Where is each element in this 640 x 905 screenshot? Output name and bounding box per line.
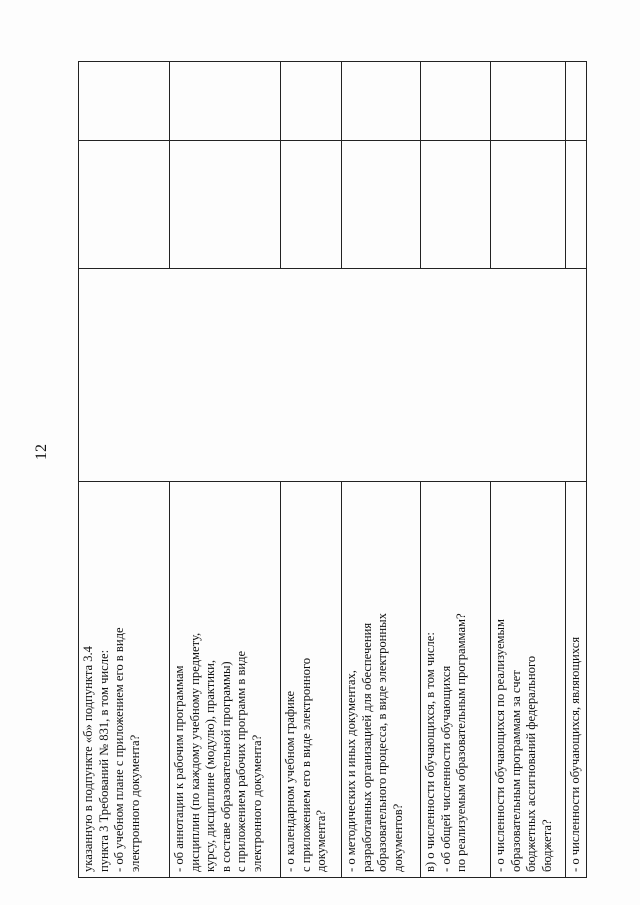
empty-cell <box>79 62 170 141</box>
text-line: образовательным программам за счет <box>508 670 523 872</box>
page-number: 12 <box>33 444 50 460</box>
question-cell <box>170 482 281 878</box>
text-line: с приложением его в виде электронного <box>298 657 313 872</box>
question-cell <box>491 482 566 878</box>
text-line: по реализуемым образовательным программам? <box>454 613 469 872</box>
text-line: документа? <box>314 810 329 872</box>
text-line: электронного документа? <box>127 734 142 872</box>
requirements-table <box>78 61 587 878</box>
empty-cell <box>281 62 342 141</box>
empty-cell <box>491 141 566 269</box>
empty-cell <box>566 62 587 141</box>
empty-cell <box>342 141 421 269</box>
text-line: бюджетных ассигнований федерального <box>524 655 539 872</box>
text-line: - о численности обучающихся, являющихся <box>568 636 582 872</box>
text-line: дисциплин (по каждому учебному предмету, <box>187 632 202 872</box>
text-line: разработанных организацией для обеспечения <box>359 622 374 872</box>
question-cell <box>79 482 170 878</box>
empty-cell <box>421 62 491 141</box>
text-line: в) о численности обучающихся, в том числе: <box>423 632 437 872</box>
text-line: курсу, дисциплине (модулю), практики, <box>203 659 218 872</box>
empty-cell <box>491 62 566 141</box>
text-line: - об аннотации к рабочим программам <box>172 665 186 872</box>
text-line: электронного документа? <box>249 734 264 872</box>
rotated-table-wrapper <box>78 62 585 878</box>
text-line: документов? <box>390 803 405 872</box>
text-line: образовательного процесса, в виде электронных <box>375 613 390 872</box>
text-line: - о численности обучающихся по реализуемым <box>493 619 507 872</box>
question-cell <box>566 482 587 878</box>
empty-cell <box>170 62 281 141</box>
question-cell <box>342 482 421 878</box>
text-line: пункта 3 Требований № 831, в том числе: <box>96 649 111 872</box>
question-cell <box>421 482 491 878</box>
text-line: - об общей численности обучающихся <box>438 665 453 872</box>
text-line: с приложением рабочих программ в виде <box>234 650 249 872</box>
empty-cell <box>281 141 342 269</box>
empty-cell <box>421 141 491 269</box>
text-line: - о календарном учебном графике <box>283 690 297 872</box>
empty-cell <box>170 141 281 269</box>
empty-cell <box>79 269 587 482</box>
text-line: - об учебном плане с приложением его в виде <box>112 627 127 872</box>
question-cell <box>281 482 342 878</box>
empty-cell <box>566 141 587 269</box>
empty-cell <box>342 62 421 141</box>
text-line: бюджета? <box>539 819 554 872</box>
table-row <box>79 62 170 878</box>
text-line: - о методических и иных документах, <box>344 670 358 872</box>
text-line: в составе образовательной программы) <box>218 661 233 872</box>
empty-cell <box>79 141 170 269</box>
text-line: указанную в подпункте «б» подпункта 3.4 <box>81 646 95 872</box>
